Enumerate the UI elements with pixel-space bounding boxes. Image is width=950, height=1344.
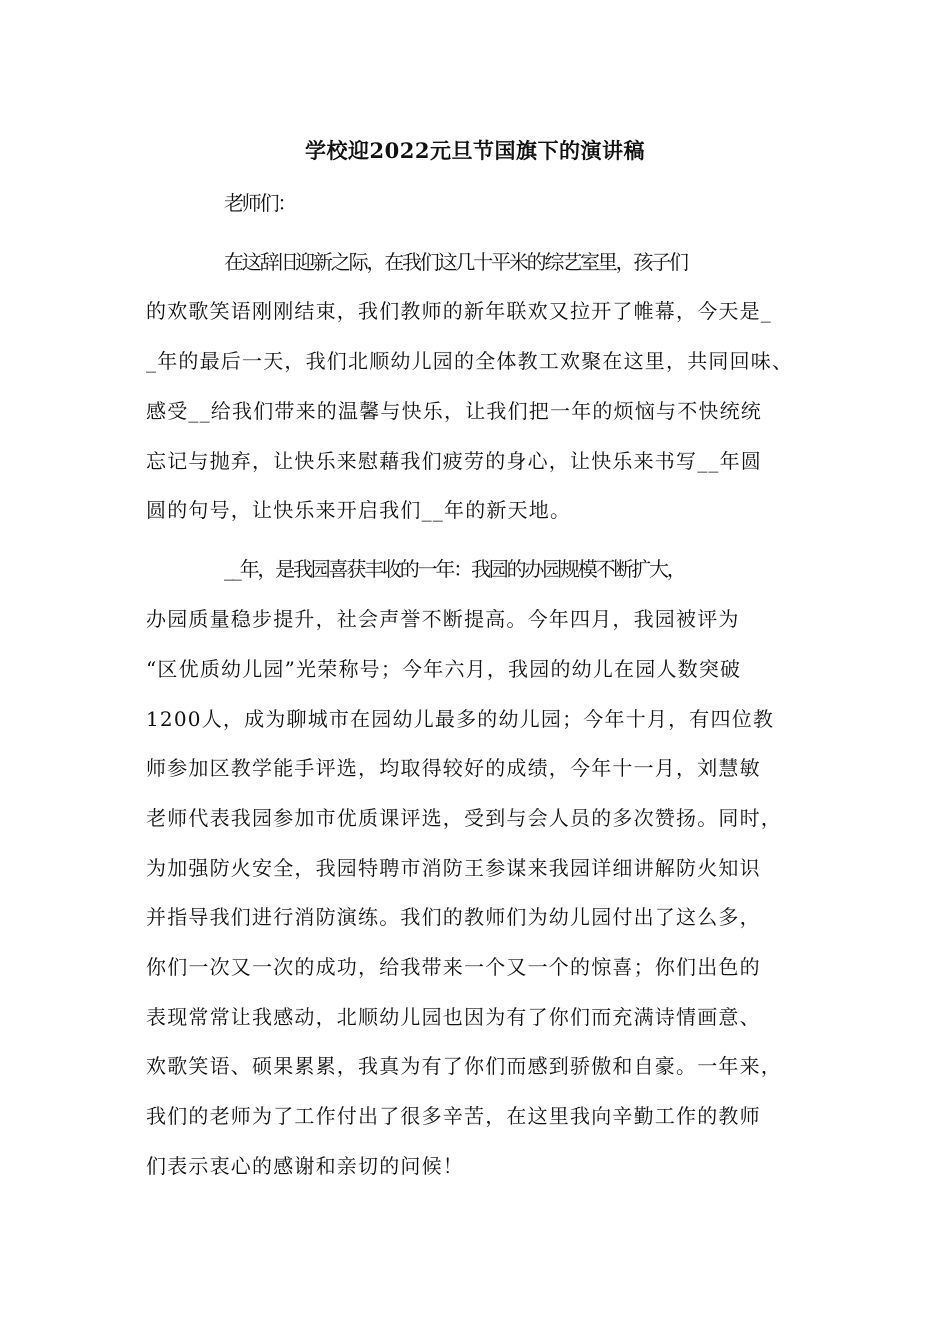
paragraph-2-line-6: 老师代表我园参加市优质课评选，受到与会人员的多次赞扬。同时， [146,806,782,830]
paragraph-1-line-6: 圆的句号，让快乐来开启我们__年的新天地。 [146,498,572,522]
document-title: 学校迎2022元旦节国旗下的演讲稿 [305,138,645,163]
paragraph-1-line-3: _年的最后一天，我们北顺幼儿园的全体教工欢聚在这里，共同回味、 [146,349,794,373]
paragraph-1-line-5: 忘记与抛弃，让快乐来慰藉我们疲劳的身心，让快乐来书写__年圆 [146,449,762,473]
paragraph-1-line-2: 的欢歌笑语刚刚结束，我们教师的新年联欢又拉开了帷幕，今天是_ [146,299,772,323]
paragraph-1-line-1: 在这辞旧迎新之际，在我们这几十平米的综艺室里，孩子们 [224,250,687,274]
paragraph-2-line-4: 1200人，成为聊城市在园幼儿最多的幼儿园；今年十月，有四位教 [146,707,775,731]
paragraph-2-line-5: 师参加区教学能手评选，均取得较好的成绩，今年十一月，刘慧敏 [146,756,761,780]
paragraph-2-line-12: 我们的老师为了工作付出了很多辛苦，在这里我向辛勤工作的教师 [146,1104,761,1128]
paragraph-2-line-10: 表现常常让我感动，北顺幼儿园也因为有了你们而充满诗情画意、 [146,1005,761,1029]
paragraph-2-line-9: 你们一次又一次的成功，给我带来一个又一个的惊喜；你们出色的 [146,955,761,979]
paragraph-1-line-4: 感受__给我们带来的温馨与快乐，让我们把一年的烦恼与不快统统 [146,399,762,423]
paragraph-2-line-3: “区优质幼儿园”光荣称号；今年六月，我园的幼儿在园人数突破 [146,657,742,681]
paragraph-2-line-1: __年，是我园喜获丰收的一年：我园的办园规模不断扩大， [224,557,685,581]
paragraph-2-line-11: 欢歌笑语、硕果累累，我真为有了你们而感到骄傲和自豪。一年来， [146,1054,782,1078]
paragraph-2-line-7: 为加强防火安全，我园特聘市消防王参谋来我园详细讲解防火知识 [146,856,761,880]
paragraph-2-line-8: 并指导我们进行消防演练。我们的教师们为幼儿园付出了这么多， [146,905,761,929]
salutation: 老师们： [224,191,296,215]
paragraph-2-line-2: 办园质量稳步提升，社会声誉不断提高。今年四月，我园被评为 [146,607,740,631]
paragraph-2-line-13: 们表示衷心的感谢和亲切的问候！ [146,1154,464,1178]
